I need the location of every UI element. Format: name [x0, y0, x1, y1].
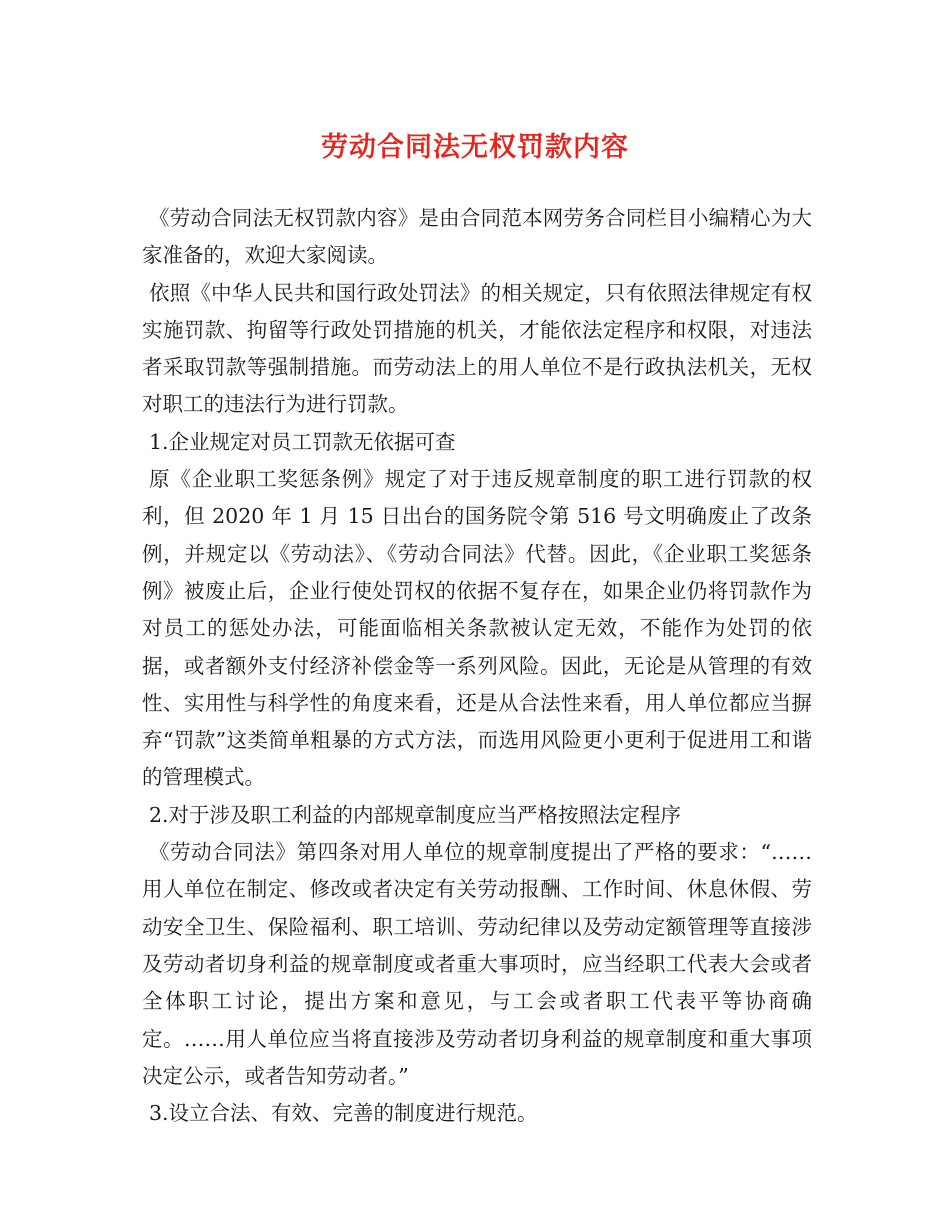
section-heading-2: 2.对于涉及职工利益的内部规章制度应当严格按照法定程序 [149, 802, 682, 827]
legal-basis-paragraph: 依照《中华人民共和国行政处罚法》的相关规定，只有依照法律规定有权实施罚款、拘留等行政处罚措施的机关，才能依法定程序和权限，对违法者采取罚款等强制措施。而劳动法上的用人单位不是行政执法机关，无权对职工的违法行为进行罚款。 [142, 280, 812, 417]
section-heading-3: 3.设立合法、有效、完善的制度进行规范。 [149, 1101, 538, 1126]
section-1-paragraph: 原《企业职工奖惩条例》规定了对于违反规章制度的职工进行罚款的权利，但 2020 年 1 月 15 日出台的国务院令第 516 号文明确废止了改条例，并规定以《劳动法》、《劳动合同法》代替。因此，《企业职工奖惩条例》被废止后，企业行使处罚权的依据不复存在，如果企业仍将罚款作为对员工的惩处办法，可能面临相关条款被认定无效，不能作为处罚的依据，或者额外支付经济补偿金等一系列风险。因此，无论是从管理的有效性、实用性与科学性的角度来看，还是从合法性来看，用人单位都应当摒弃“罚款”这类简单粗暴的方式方法，而选用风险更小更利于促进用工和谐的管理模式。 [142, 467, 812, 790]
intro-paragraph: 《劳动合同法无权罚款内容》是由合同范本网劳务合同栏目小编精心为大家准备的，欢迎大家阅读。 [142, 206, 812, 268]
section-heading-1: 1.企业规定对员工罚款无依据可查 [149, 429, 456, 454]
section-2-paragraph: 《劳动合同法》第四条对用人单位的规章制度提出了严格的要求：“……用人单位在制定、修改或者决定有关劳动报酬、工作时间、休息休假、劳动安全卫生、保险福利、职工培训、劳动纪律以及劳动定额管理等直接涉及劳动者切身利益的规章制度或者重大事项时，应当经职工代表大会或者全体职工讨论，提出方案和意见，与工会或者职工代表平等协商确定。……用人单位应当将直接涉及劳动者切身利益的规章制度和重大事项决定公示，或者告知劳动者。” [142, 840, 812, 1088]
document-body [142, 200, 812, 1132]
document-title: 劳动合同法无权罚款内容 [321, 132, 629, 163]
